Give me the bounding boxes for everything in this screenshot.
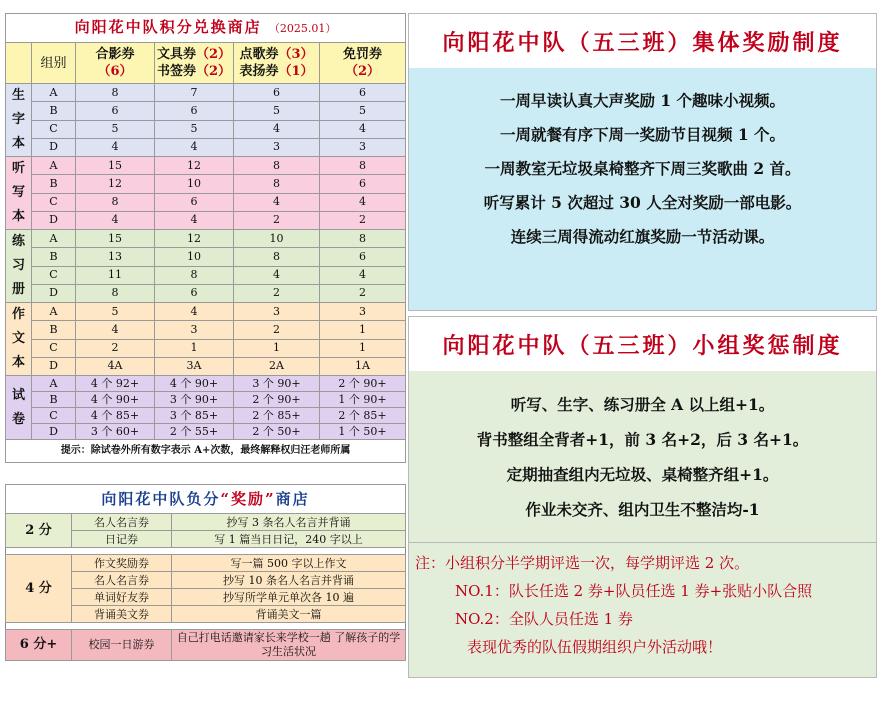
value-cell: 4 bbox=[155, 138, 234, 156]
group-cell: C bbox=[32, 266, 76, 284]
exchange-row bbox=[6, 193, 406, 211]
exchange-row bbox=[6, 376, 406, 392]
reward-name: 作文奖励券 bbox=[72, 555, 172, 572]
reward-name: 单词好友券 bbox=[72, 589, 172, 606]
group-cell: B bbox=[32, 175, 76, 193]
subject-label: 作 文 本 bbox=[6, 303, 32, 376]
group-rules-title: 向阳花中队（五三班）小组奖惩制度 bbox=[409, 317, 876, 371]
group-note-line: NO.1：队长任选 2 券+队员任选 1 券+张贴小队合照 bbox=[455, 582, 813, 600]
value-cell: 1 bbox=[320, 321, 406, 339]
score-cell: 4 分 bbox=[6, 555, 72, 623]
value-cell: 5 bbox=[76, 120, 155, 138]
value-cell: 5 bbox=[234, 102, 320, 120]
group-note-line: NO.2：全队人员任选 1 券 bbox=[455, 610, 633, 628]
value-cell: 4 bbox=[320, 193, 406, 211]
collective-reward-panel bbox=[408, 13, 877, 311]
value-cell: 6 bbox=[155, 102, 234, 120]
value-cell: 8 bbox=[320, 157, 406, 175]
reward-name: 日记券 bbox=[72, 531, 172, 548]
header-group: 组别 bbox=[32, 43, 76, 84]
reward-name: 校园一日游券 bbox=[72, 630, 172, 661]
group-cell: C bbox=[32, 408, 76, 424]
reward-desc: 抄写 10 条名人名言并背诵 bbox=[172, 572, 406, 589]
value-cell: 2 bbox=[320, 284, 406, 302]
negative-points-table bbox=[5, 484, 406, 661]
subject-label: 听 写 本 bbox=[6, 157, 32, 230]
value-cell: 2 个 55+ bbox=[155, 424, 234, 440]
value-cell: 8 bbox=[155, 266, 234, 284]
group-cell: D bbox=[32, 424, 76, 440]
exchange-row bbox=[6, 102, 406, 120]
reward-desc: 自己打电话邀请家长来学校一趟 了解孩子的学习生活状况 bbox=[172, 630, 406, 661]
group-cell: D bbox=[32, 357, 76, 375]
reward-desc: 抄写 3 条名人名言并背诵 bbox=[172, 514, 406, 531]
header-col-2: 点歌券（3） 表扬券（1） bbox=[234, 43, 320, 84]
value-cell: 4 个 90+ bbox=[155, 376, 234, 392]
value-cell: 11 bbox=[76, 266, 155, 284]
value-cell: 2 个 85+ bbox=[234, 408, 320, 424]
value-cell: 8 bbox=[320, 230, 406, 248]
reward-row bbox=[6, 555, 406, 572]
exchange-row bbox=[6, 303, 406, 321]
group-rule-line: 听写、生字、练习册全 A 以上组+1。 bbox=[510, 395, 775, 414]
group-cell: B bbox=[32, 392, 76, 408]
reward-desc: 背诵美文一篇 bbox=[172, 606, 406, 623]
subject-label: 生 字 本 bbox=[6, 84, 32, 157]
value-cell: 2 bbox=[234, 284, 320, 302]
collective-line: 一周早读认真大声奖励 1 个趣味小视频。 bbox=[499, 91, 786, 110]
value-cell: 6 bbox=[234, 84, 320, 102]
value-cell: 8 bbox=[234, 248, 320, 266]
collective-line: 一周教室无垃圾桌椅整齐下周三奖歌曲 2 首。 bbox=[484, 159, 801, 178]
exchange-row bbox=[6, 321, 406, 339]
value-cell: 3 bbox=[234, 303, 320, 321]
value-cell: 15 bbox=[76, 230, 155, 248]
group-cell: A bbox=[32, 157, 76, 175]
exchange-row bbox=[6, 357, 406, 375]
group-cell: D bbox=[32, 138, 76, 156]
value-cell: 4 个 90+ bbox=[76, 392, 155, 408]
value-cell: 5 bbox=[320, 102, 406, 120]
value-cell: 2 bbox=[234, 321, 320, 339]
group-cell: A bbox=[32, 376, 76, 392]
group-cell: C bbox=[32, 120, 76, 138]
value-cell: 4 bbox=[155, 303, 234, 321]
value-cell: 3 bbox=[320, 138, 406, 156]
value-cell: 4 bbox=[320, 120, 406, 138]
value-cell: 10 bbox=[155, 248, 234, 266]
subject-label: 试 卷 bbox=[6, 376, 32, 440]
exchange-row bbox=[6, 175, 406, 193]
group-rule-line: 作业未交齐、组内卫生不整洁均-1 bbox=[525, 500, 760, 519]
group-cell: B bbox=[32, 102, 76, 120]
value-cell: 1A bbox=[320, 357, 406, 375]
reward-row bbox=[6, 514, 406, 531]
value-cell: 13 bbox=[76, 248, 155, 266]
value-cell: 4A bbox=[76, 357, 155, 375]
value-cell: 7 bbox=[155, 84, 234, 102]
group-cell: B bbox=[32, 248, 76, 266]
group-cell: A bbox=[32, 84, 76, 102]
value-cell: 2 个 50+ bbox=[234, 424, 320, 440]
group-note-line: 注：小组积分半学期评选一次，每学期评选 2 次。 bbox=[415, 554, 750, 572]
value-cell: 8 bbox=[234, 157, 320, 175]
group-rule-line: 背书整组全背者+1，前 3 名+2，后 3 名+1。 bbox=[476, 430, 809, 449]
reward-name: 名人名言券 bbox=[72, 572, 172, 589]
exchange-row bbox=[6, 138, 406, 156]
exchange-row bbox=[6, 230, 406, 248]
value-cell: 12 bbox=[76, 175, 155, 193]
value-cell: 2A bbox=[234, 357, 320, 375]
exchange-title-text: 向阳花中队积分兑换商店 bbox=[74, 18, 262, 36]
value-cell: 3 个 90+ bbox=[234, 376, 320, 392]
exchange-row bbox=[6, 339, 406, 357]
header-col-3: 免罚券 （2） bbox=[320, 43, 406, 84]
group-cell: A bbox=[32, 230, 76, 248]
exchange-row bbox=[6, 424, 406, 440]
value-cell: 1 个 90+ bbox=[320, 392, 406, 408]
value-cell: 10 bbox=[234, 230, 320, 248]
group-cell: B bbox=[32, 321, 76, 339]
collective-line: 连续三周得流动红旗奖励一节活动课。 bbox=[510, 227, 775, 246]
group-cell: D bbox=[32, 284, 76, 302]
exchange-row bbox=[6, 408, 406, 424]
value-cell: 3 个 85+ bbox=[155, 408, 234, 424]
group-cell: C bbox=[32, 339, 76, 357]
value-cell: 2 bbox=[234, 211, 320, 229]
value-cell: 3 个 90+ bbox=[155, 392, 234, 408]
exchange-row bbox=[6, 266, 406, 284]
reward-desc: 写 1 篇当日日记，240 字以上 bbox=[172, 531, 406, 548]
reward-row bbox=[6, 630, 406, 661]
value-cell: 10 bbox=[155, 175, 234, 193]
value-cell: 2 个 90+ bbox=[234, 392, 320, 408]
reward-desc: 抄写所学单元单次各 10 遍 bbox=[172, 589, 406, 606]
exchange-row bbox=[6, 211, 406, 229]
collective-line: 一周就餐有序下周一奖励节目视频 1 个。 bbox=[499, 125, 786, 144]
points-exchange-table bbox=[5, 13, 406, 463]
exchange-row bbox=[6, 392, 406, 408]
value-cell: 4 bbox=[155, 211, 234, 229]
reward-name: 名人名言券 bbox=[72, 514, 172, 531]
group-rule-line: 定期抽查组内无垃圾、桌椅整齐组+1。 bbox=[506, 465, 779, 484]
exchange-row bbox=[6, 157, 406, 175]
exchange-row bbox=[6, 248, 406, 266]
value-cell: 2 bbox=[76, 339, 155, 357]
group-cell: D bbox=[32, 211, 76, 229]
value-cell: 3 bbox=[234, 138, 320, 156]
exchange-table-title bbox=[6, 14, 406, 43]
exchange-row bbox=[6, 84, 406, 102]
value-cell: 6 bbox=[155, 284, 234, 302]
value-cell: 3A bbox=[155, 357, 234, 375]
group-rules-panel bbox=[408, 316, 877, 678]
score-cell: 2 分 bbox=[6, 514, 72, 548]
value-cell: 15 bbox=[76, 157, 155, 175]
reward-desc: 写一篇 500 字以上作文 bbox=[172, 555, 406, 572]
value-cell: 3 bbox=[155, 321, 234, 339]
value-cell: 8 bbox=[76, 84, 155, 102]
subject-label: 练 习 册 bbox=[6, 230, 32, 303]
header-blank bbox=[6, 43, 32, 84]
value-cell: 6 bbox=[320, 175, 406, 193]
value-cell: 4 个 92+ bbox=[76, 376, 155, 392]
group-rules-body bbox=[409, 371, 876, 677]
exchange-note: 提示：除试卷外所有数字表示 A+次数，最终解释权归汪老师所属 bbox=[6, 440, 406, 463]
value-cell: 5 bbox=[155, 120, 234, 138]
value-cell: 4 bbox=[234, 193, 320, 211]
group-note-line: 表现优秀的队伍假期组织户外活动哦！ bbox=[467, 638, 723, 656]
value-cell: 3 bbox=[320, 303, 406, 321]
header-col-0: 合影券 （6） bbox=[76, 43, 155, 84]
value-cell: 1 bbox=[320, 339, 406, 357]
value-cell: 4 bbox=[76, 211, 155, 229]
value-cell: 12 bbox=[155, 157, 234, 175]
header-col-1: 文具券（2） 书签券（2） bbox=[155, 43, 234, 84]
score-cell: 6 分+ bbox=[6, 630, 72, 661]
value-cell: 12 bbox=[155, 230, 234, 248]
value-cell: 8 bbox=[234, 175, 320, 193]
collective-body bbox=[409, 68, 876, 310]
value-cell: 4 bbox=[76, 138, 155, 156]
value-cell: 8 bbox=[76, 284, 155, 302]
value-cell: 2 bbox=[320, 211, 406, 229]
value-cell: 3 个 60+ bbox=[76, 424, 155, 440]
collective-line: 听写累计 5 次超过 30 人全对奖励一部电影。 bbox=[483, 193, 802, 212]
group-cell: A bbox=[32, 303, 76, 321]
reward-name: 背诵美文券 bbox=[72, 606, 172, 623]
exchange-header-row bbox=[6, 43, 406, 84]
negative-table-title: 向阳花中队负分“奖励”商店 bbox=[6, 485, 406, 514]
value-cell: 5 bbox=[76, 303, 155, 321]
value-cell: 1 个 50+ bbox=[320, 424, 406, 440]
value-cell: 6 bbox=[155, 193, 234, 211]
value-cell: 4 bbox=[234, 266, 320, 284]
value-cell: 4 个 85+ bbox=[76, 408, 155, 424]
value-cell: 4 bbox=[320, 266, 406, 284]
group-cell: C bbox=[32, 193, 76, 211]
value-cell: 2 个 90+ bbox=[320, 376, 406, 392]
value-cell: 8 bbox=[76, 193, 155, 211]
value-cell: 1 bbox=[234, 339, 320, 357]
exchange-row bbox=[6, 120, 406, 138]
collective-title: 向阳花中队（五三班）集体奖励制度 bbox=[409, 14, 876, 68]
value-cell: 1 bbox=[155, 339, 234, 357]
value-cell: 4 bbox=[234, 120, 320, 138]
exchange-year: （2025.01） bbox=[268, 22, 337, 35]
value-cell: 4 bbox=[76, 321, 155, 339]
value-cell: 6 bbox=[320, 248, 406, 266]
exchange-row bbox=[6, 284, 406, 302]
value-cell: 2 个 85+ bbox=[320, 408, 406, 424]
value-cell: 6 bbox=[76, 102, 155, 120]
value-cell: 6 bbox=[320, 84, 406, 102]
